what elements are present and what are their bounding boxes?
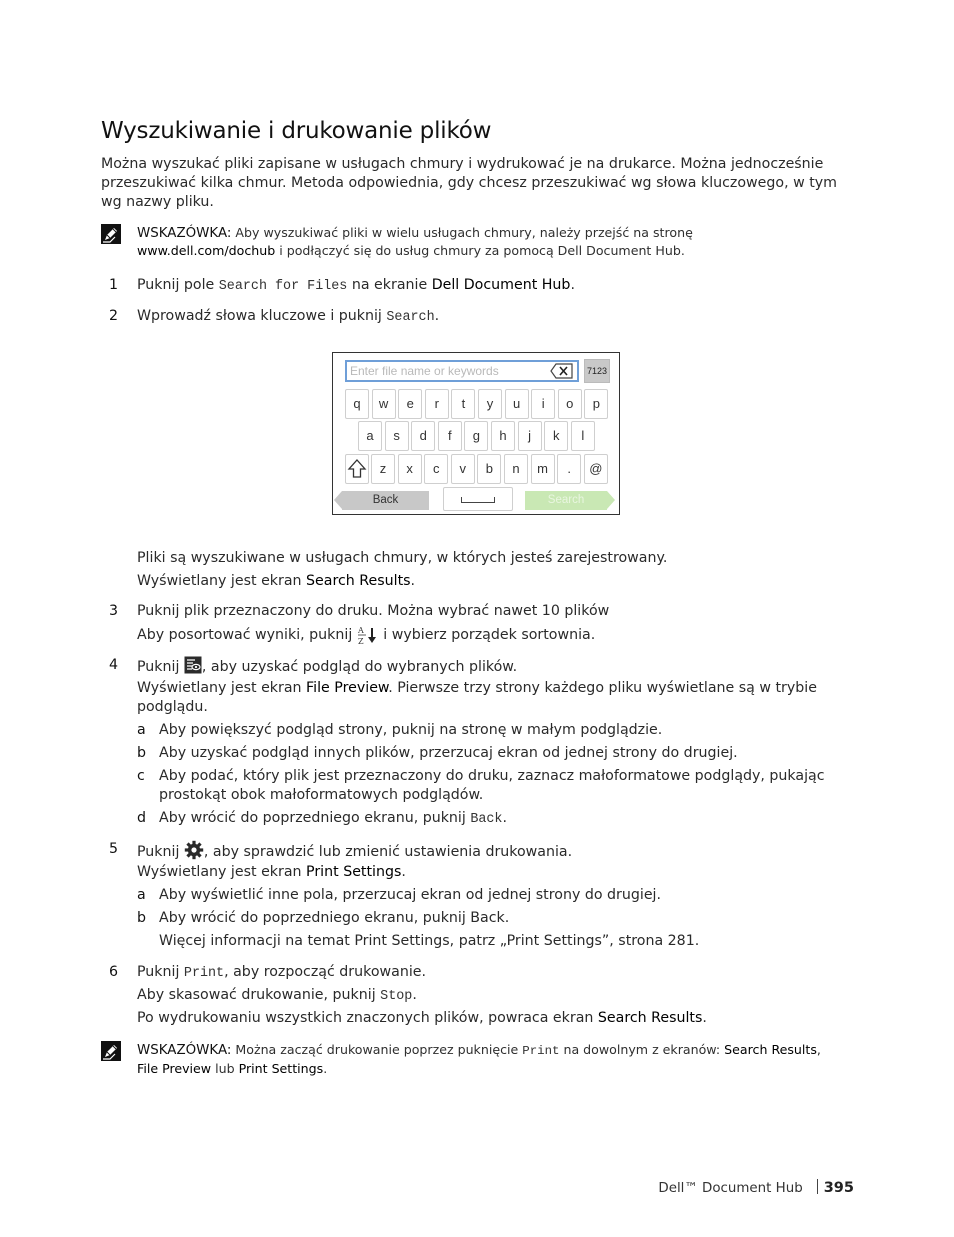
note-pencil-icon xyxy=(101,1041,121,1061)
step-text: Aby skasować drukowanie, puknij xyxy=(137,987,381,1003)
note-label: WSKAZÓWKA: xyxy=(137,226,232,241)
svg-text:Z: Z xyxy=(357,637,364,645)
step-text: . xyxy=(412,987,417,1003)
step-3-text: Puknij plik przeznaczony do druku. Można wybrać nawet 10 plików xyxy=(137,603,610,619)
step-number: 2 xyxy=(109,308,119,324)
step-text: Po wydrukowaniu wszystkich znaczonych plików, powraca ekran xyxy=(137,1010,598,1026)
search-results-screen: Search Results xyxy=(306,573,411,589)
step-text: . xyxy=(434,308,440,324)
sub-letter: a xyxy=(137,722,146,738)
key-r[interactable]: r xyxy=(425,389,449,419)
key-z[interactable]: z xyxy=(371,454,395,484)
step-4-text xyxy=(137,656,857,677)
note-text-a: Można zacząć drukowanie poprzez puknięcie xyxy=(231,1042,523,1057)
step-5-text-2 xyxy=(137,863,857,882)
sub-text: Aby podać, który plik jest przeznaczony do druku, zaznacz małoformatowe podglądy, pukając prostokąt obok małoformatowych podglądów. xyxy=(159,768,825,803)
step-text: Wyświetlany jest ekran xyxy=(137,864,307,880)
result-line-2 xyxy=(137,572,857,591)
step-number: 4 xyxy=(109,657,119,673)
step-6-text-3 xyxy=(137,1009,857,1028)
note-end: . xyxy=(323,1061,328,1076)
print-code: Print xyxy=(522,1044,560,1058)
step-number: 3 xyxy=(109,603,119,619)
step-text: Wprowadź słowa kluczowe i puknij xyxy=(137,308,387,324)
step-text: Wyświetlany jest ekran xyxy=(137,680,307,696)
note-text-a: Aby wyszukiwać pliki w wielu usługach chmury, należy przejść na stronę xyxy=(235,225,693,240)
step-number: 5 xyxy=(109,841,119,857)
key-d[interactable]: d xyxy=(411,421,435,451)
sub-text: Aby wrócić do poprzedniego ekranu, puknij Back. xyxy=(159,910,510,926)
step-text: . xyxy=(410,573,416,589)
step-text: Puknij pole xyxy=(137,277,219,293)
key-m[interactable]: m xyxy=(531,454,555,484)
key-n[interactable]: n xyxy=(504,454,528,484)
note-text xyxy=(137,1041,867,1077)
step-text: . xyxy=(702,1010,707,1026)
svg-text:A: A xyxy=(357,626,364,635)
intro-paragraph: Można wyszukać pliki zapisane w usługach chmury i wydrukować je na drukarce. Można jednocześnie przeszukiwać kilka chmur. Metoda odpowiednia, gdy chcesz przeszukiwać wg słowa kluczowego, w tym wg nazwy pliku. xyxy=(101,156,837,210)
step-text: , aby uzyskać podgląd do wybranych plików. xyxy=(201,659,518,675)
print-settings-screen: Print Settings xyxy=(306,864,402,880)
step-text: . xyxy=(502,810,507,826)
search-input[interactable] xyxy=(350,363,526,379)
step-text: , aby rozpocząć drukowanie. xyxy=(224,964,426,980)
step-text: . xyxy=(570,277,575,293)
sub-text: Aby uzyskać podgląd innych plików, przerzucaj ekran od jednej strony do drugiej. xyxy=(159,745,738,761)
note-or: lub xyxy=(211,1061,239,1076)
sub-text: Aby wyświetlić inne pola, przerzucaj ekran od jednej strony do drugiej. xyxy=(159,887,662,903)
sub-text xyxy=(159,809,849,829)
sub-letter: a xyxy=(137,887,146,903)
step-text: Puknij xyxy=(137,964,184,980)
key-q[interactable]: q xyxy=(345,389,369,419)
step-4-text-2 xyxy=(137,679,857,717)
step-1-text xyxy=(137,276,857,296)
step-text: Puknij xyxy=(137,844,184,860)
key-f[interactable]: f xyxy=(438,421,462,451)
step-number: 1 xyxy=(109,277,119,293)
print-code: Print xyxy=(183,966,225,981)
step-5-text xyxy=(137,840,857,862)
key-o[interactable]: o xyxy=(558,389,582,419)
key-v[interactable]: v xyxy=(451,454,475,484)
search-results-screen: Search Results xyxy=(724,1042,817,1057)
step-6-text-2 xyxy=(137,986,857,1006)
note-text xyxy=(137,224,867,259)
file-preview-screen: File Preview xyxy=(137,1061,212,1076)
key-a[interactable]: a xyxy=(358,421,382,451)
back-code: Back xyxy=(470,812,503,827)
page-number: 395 xyxy=(823,1180,854,1196)
sub-letter: c xyxy=(137,768,145,784)
page-title: Wyszukiwanie i drukowanie plików xyxy=(101,118,492,144)
step-text: Aby posortować wyniki, puknij xyxy=(137,627,357,643)
number-mode-key[interactable]: 7123 xyxy=(584,359,610,383)
key-y[interactable]: y xyxy=(478,389,502,419)
note-text-b: i podłączyć się do usług chmury za pomocą Dell Document Hub. xyxy=(275,243,685,258)
space-bar-icon xyxy=(461,497,495,503)
step-6-text xyxy=(137,963,857,983)
key-l[interactable]: l xyxy=(571,421,595,451)
step-text: Aby wrócić do poprzedniego ekranu, puknij xyxy=(159,810,471,826)
key-u[interactable]: u xyxy=(505,389,529,419)
step-2-text xyxy=(137,307,857,327)
key-x[interactable]: x xyxy=(398,454,422,484)
sub-letter: b xyxy=(137,910,147,926)
file-preview-screen: File Preview xyxy=(306,680,389,696)
stop-code: Stop xyxy=(380,989,413,1004)
back-button[interactable]: Back xyxy=(342,491,429,510)
space-key[interactable] xyxy=(443,487,513,511)
dell-document-hub-screen: Dell Document Hub xyxy=(431,277,571,293)
step-3-sort-text xyxy=(137,625,857,645)
more-info-text: Więcej informacji na temat Print Settings, patrz „Print Settings”, strona 281. xyxy=(159,933,700,949)
step-text: Puknij xyxy=(137,659,184,675)
note-text-b: na dowolnym z ekranów: xyxy=(559,1042,725,1057)
key-h[interactable]: h xyxy=(491,421,515,451)
shift-arrow-icon xyxy=(347,458,367,480)
key-p[interactable]: p xyxy=(584,389,608,419)
key-g[interactable]: g xyxy=(464,421,488,451)
key-j[interactable]: j xyxy=(518,421,542,451)
sub-text: Aby powiększyć podgląd strony, puknij na stronę w małym podglądzie. xyxy=(159,722,663,738)
search-for-files-code: Search for Files xyxy=(218,279,348,294)
footer-separator xyxy=(817,1179,818,1194)
search-results-screen: Search Results xyxy=(597,1010,703,1026)
key-b[interactable]: b xyxy=(477,454,501,484)
step-text: i wybierz porządek sortownia. xyxy=(378,627,596,643)
step-text: . Pierwsze trzy strony każdego pliku wyświetlane są w trybie podglądu. xyxy=(137,680,817,715)
preview-icon xyxy=(184,656,202,674)
sub-letter: d xyxy=(137,810,147,826)
note-label: WSKAZÓWKA: xyxy=(137,1043,232,1058)
step-text: , aby sprawdzić lub zmienić ustawienia drukowania. xyxy=(203,844,573,860)
key-t[interactable]: t xyxy=(451,389,475,419)
note-pencil-icon xyxy=(101,224,121,244)
key-at[interactable]: @ xyxy=(584,454,608,484)
keyboard-screenshot xyxy=(332,352,620,515)
key-i[interactable]: i xyxy=(531,389,555,419)
shift-key[interactable] xyxy=(345,454,369,484)
step-text: na ekranie xyxy=(347,277,432,293)
key-c[interactable]: c xyxy=(424,454,448,484)
page-footer xyxy=(640,1179,854,1196)
key-period[interactable]: . xyxy=(557,454,581,484)
sort-az-icon xyxy=(357,625,379,645)
backspace-clear-icon[interactable] xyxy=(550,363,574,379)
sub-letter: b xyxy=(137,745,147,761)
dochub-link[interactable]: www.dell.com/dochub xyxy=(137,243,276,258)
note-comma: , xyxy=(816,1042,821,1057)
key-w[interactable]: w xyxy=(372,389,396,419)
step-text: Wyświetlany jest ekran xyxy=(137,573,307,589)
search-field[interactable] xyxy=(345,360,579,382)
gear-icon xyxy=(184,840,204,860)
footer-product: Dell™ Document Hub xyxy=(658,1181,803,1196)
key-k[interactable]: k xyxy=(544,421,568,451)
key-e[interactable]: e xyxy=(398,389,422,419)
search-code: Search xyxy=(386,310,435,325)
search-button[interactable]: Search xyxy=(525,491,607,510)
result-line: Pliki są wyszukiwane w usługach chmury, w których jesteś zarejestrowany. xyxy=(137,550,668,566)
key-s[interactable]: s xyxy=(385,421,409,451)
step-number: 6 xyxy=(109,964,119,980)
print-settings-screen: Print Settings xyxy=(238,1061,324,1076)
step-text: . xyxy=(401,864,406,880)
